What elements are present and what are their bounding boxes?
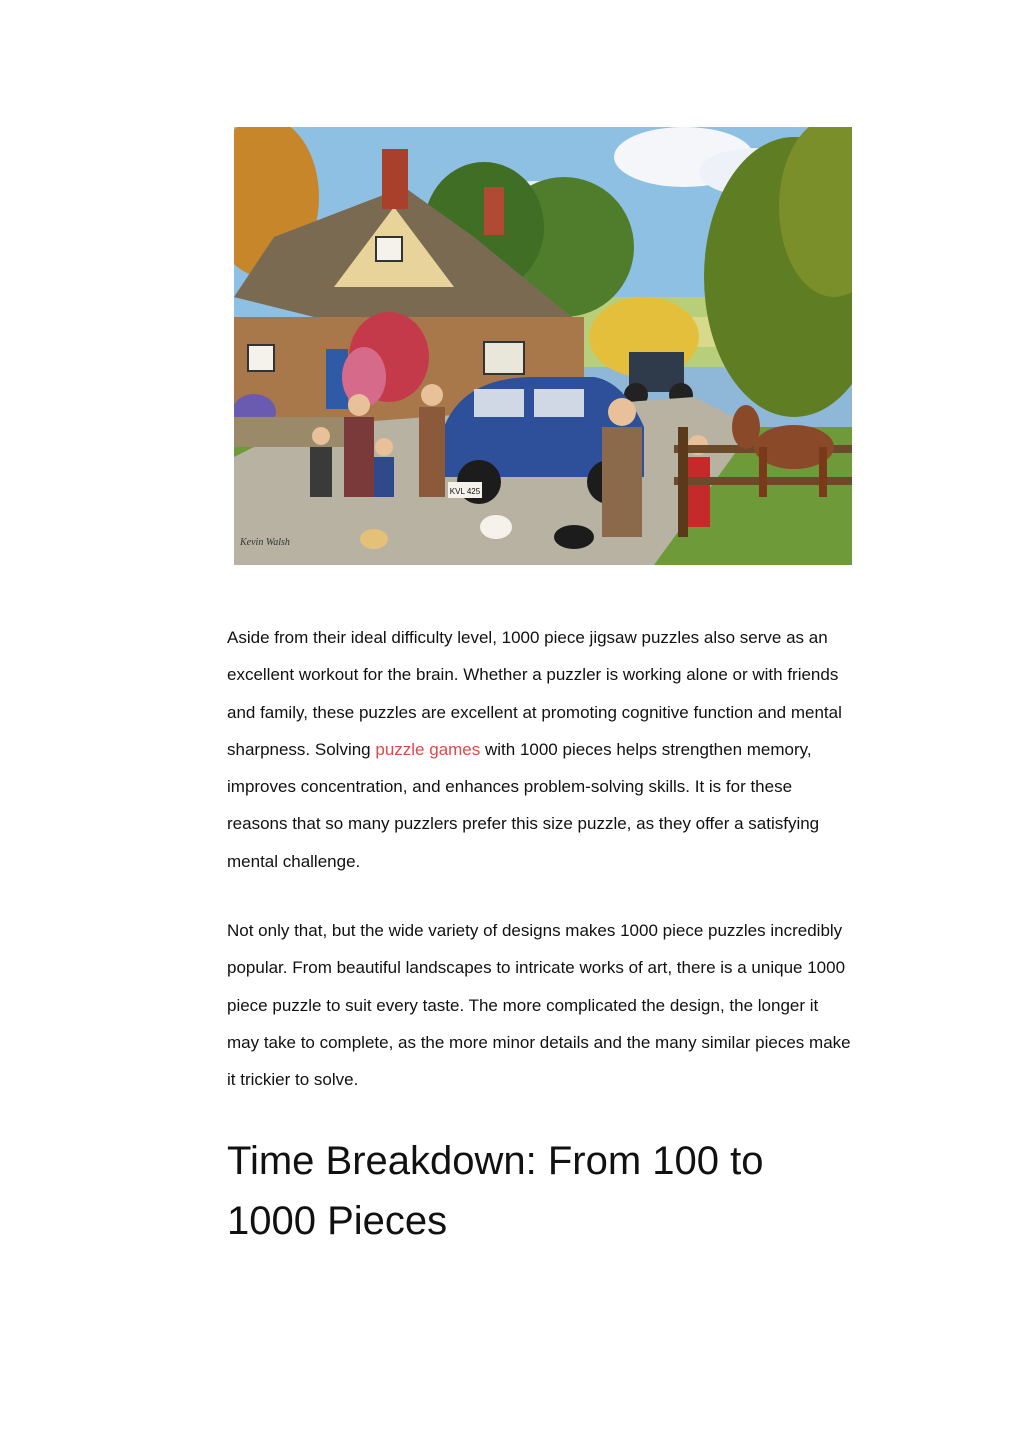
paragraph-brain-workout bbox=[227, 619, 852, 880]
number-plate: KVL 425 bbox=[449, 487, 481, 496]
puzzle-artwork-image bbox=[234, 127, 852, 565]
section-heading: Time Breakdown: From 100 to 1000 Pieces bbox=[227, 1138, 764, 1243]
paragraph-1-text-a: Aside from their ideal difficulty level, 1000 piece jigsaw puzzles also serve as an excellent workout for the brain. Whether a puzzler is working alone or with friends and family, these puzzles are excellent at promoting cognitive function and mental sharpness. Solving bbox=[227, 628, 842, 759]
puzzle-games-link[interactable]: puzzle games bbox=[375, 739, 481, 759]
paragraph-1-text-b: with 1000 pieces helps strengthen memory, improves concentration, and enhances problem-solving skills. It is for these reasons that so many puzzlers prefer this size puzzle, as they offer a satisfying mental challenge. bbox=[227, 739, 820, 871]
article-body bbox=[227, 619, 852, 1251]
paragraph-designs: Not only that, but the wide variety of designs makes 1000 piece puzzles incredibly popular. From beautiful landscapes to intricate works of art, there is a unique 1000 piece puzzle to suit every taste. The more complicated the design, the longer it may take to complete, as the more minor details and the many similar pieces make it trickier to solve. bbox=[227, 921, 851, 1090]
artist-signature: Kevin Walsh bbox=[240, 537, 290, 548]
